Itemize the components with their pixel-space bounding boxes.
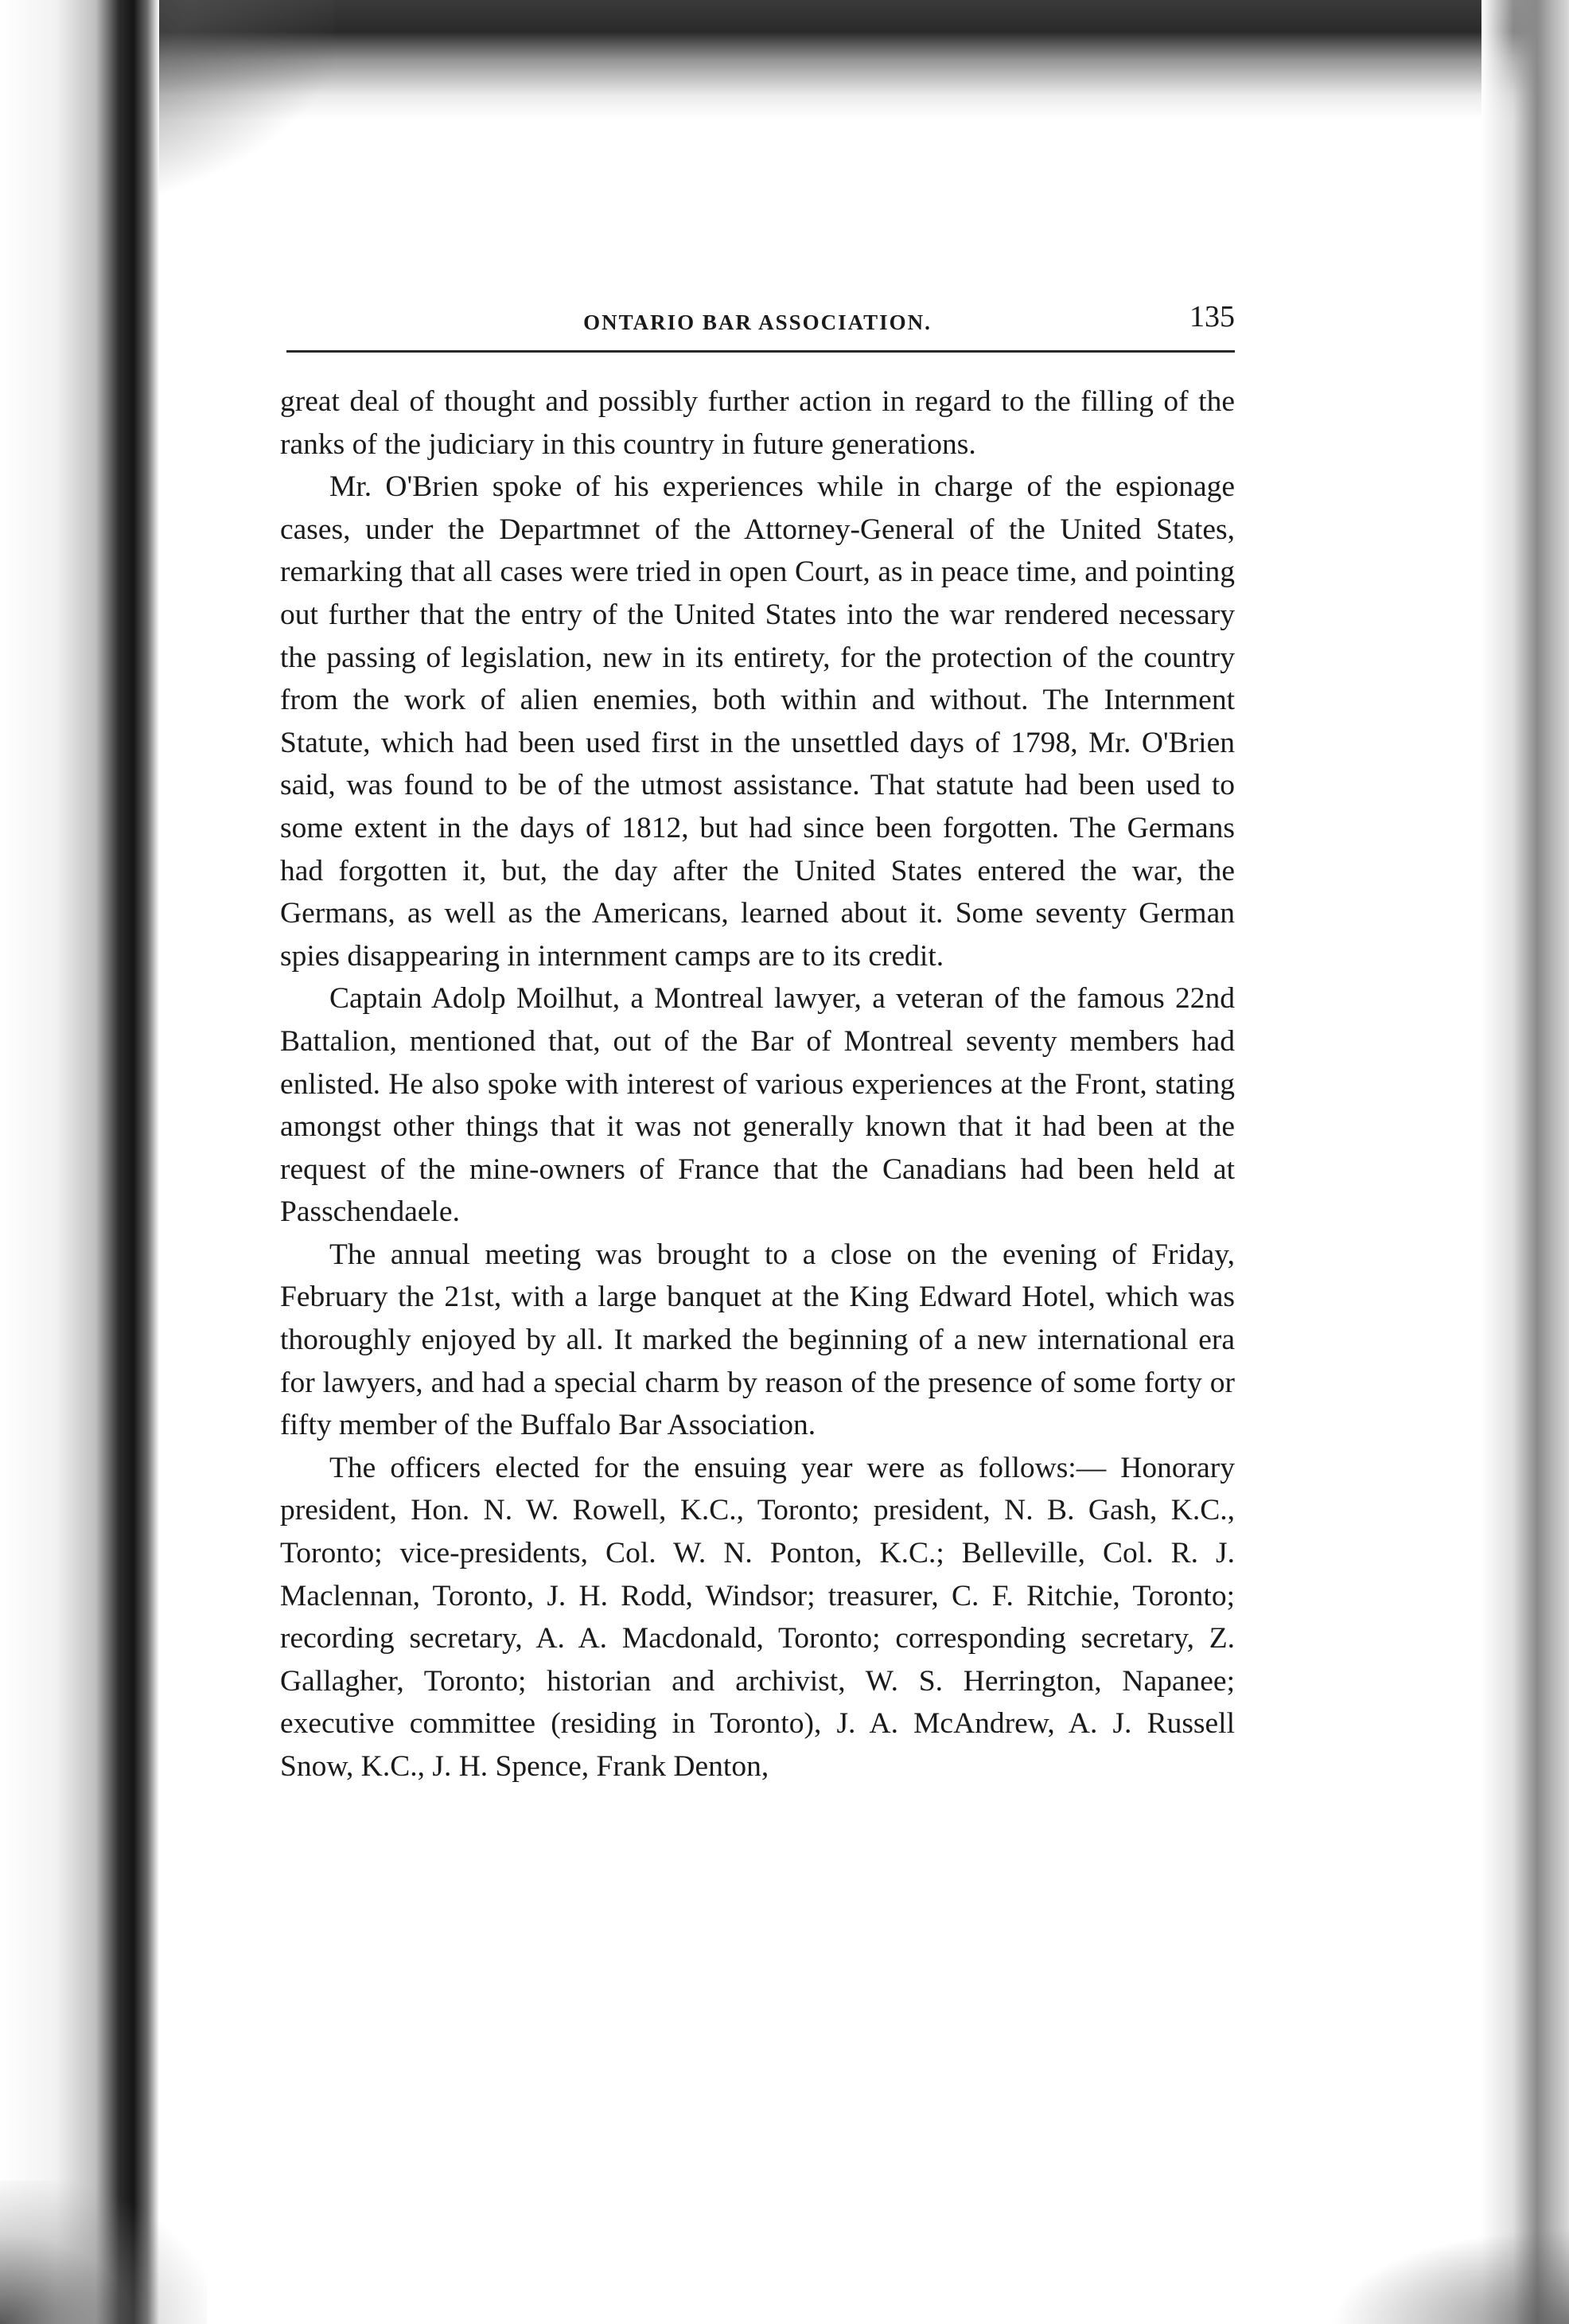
running-title: ONTARIO BAR ASSOCIATION. [583,310,932,334]
scan-bottom-left-shadow [0,2181,207,2324]
paragraph-moilhut: Captain Adolp Moilhut, a Montreal lawyer, a veteran of the famous 22nd Battalion, mentioned that, out of the Bar of Montreal seventy members had enlisted. He also spoke with interest of various experiences at the Front, stating amongst other things that it was not generally known that it had been at the request of the mine-owners of France that the Canadians had been held at Passchendaele. [280,982,1235,1229]
book-page [280,296,1235,1788]
paragraph-obrien: Mr. O'Brien spoke of his experiences while in charge of the espionage cases, under the Departmnet of the Attorney-General of the United States, remarking that all cases were tried in open Court, as in peace time, and pointing out further that the entry of the United States into the war rendered necessary the passing of legislation, new in its entirety, for the protection of the country from the work of alien enemies, both within and without. The Internment Statute, which had been used first in the unsettled days of 1798, Mr. O'Brien said, was found to be of the utmost assistance. That statute had been used to some extent in the days of 1812, but had since been forgotten. The Germans had forgotten it, but, the day after the United States entered the war, the Germans, as well as the Americans, learned about it. Some seventy German spies disappearing in internment camps are to its credit. [280,470,1235,973]
scan-right-edge [1481,0,1569,2324]
page-number: 135 [1189,300,1235,333]
header-rule [286,350,1235,353]
paragraph-continued: great deal of thought and possibly further action in regard to the filling of the ranks of the judiciary in this country in future generations. [280,385,1235,461]
running-head [280,296,1235,352]
paragraph-officers: The officers elected for the ensuing year were as follows:— Honorary president, Hon. N. W. Rowell, K.C., Toronto; president, N. B. Gash, K.C., Toronto; vice-presidents, Col. W. N. Ponton, K.C.; Belleville, Col. R. J. Maclennan, Toronto, J. H. Rodd, Windsor; treasurer, C. F. Ritchie, Toronto; recording secretary, A. A. Macdonald, Toronto; corresponding secretary, Z. Gallagher, Toronto; historian and archivist, W. S. Herrington, Napanee; executive committee (residing in Toronto), J. A. McAndrew, A. J. Russell Snow, K.C., J. H. Spence, Frank Denton, [280,1451,1235,1783]
body-text [280,380,1235,1788]
paragraph-annual-meeting: The annual meeting was brought to a close on the evening of Friday, February the 21st, with a large banquet at the King Edward Hotel, which was thoroughly enjoyed by all. It marked the beginning of a new international era for lawyers, and had a special charm by reason of the presence of some forty or fifty member of the Buffalo Bar Association. [280,1238,1235,1442]
scan-bottom-right-shadow [1330,2228,1569,2324]
scan-binding-edge [0,0,159,2324]
